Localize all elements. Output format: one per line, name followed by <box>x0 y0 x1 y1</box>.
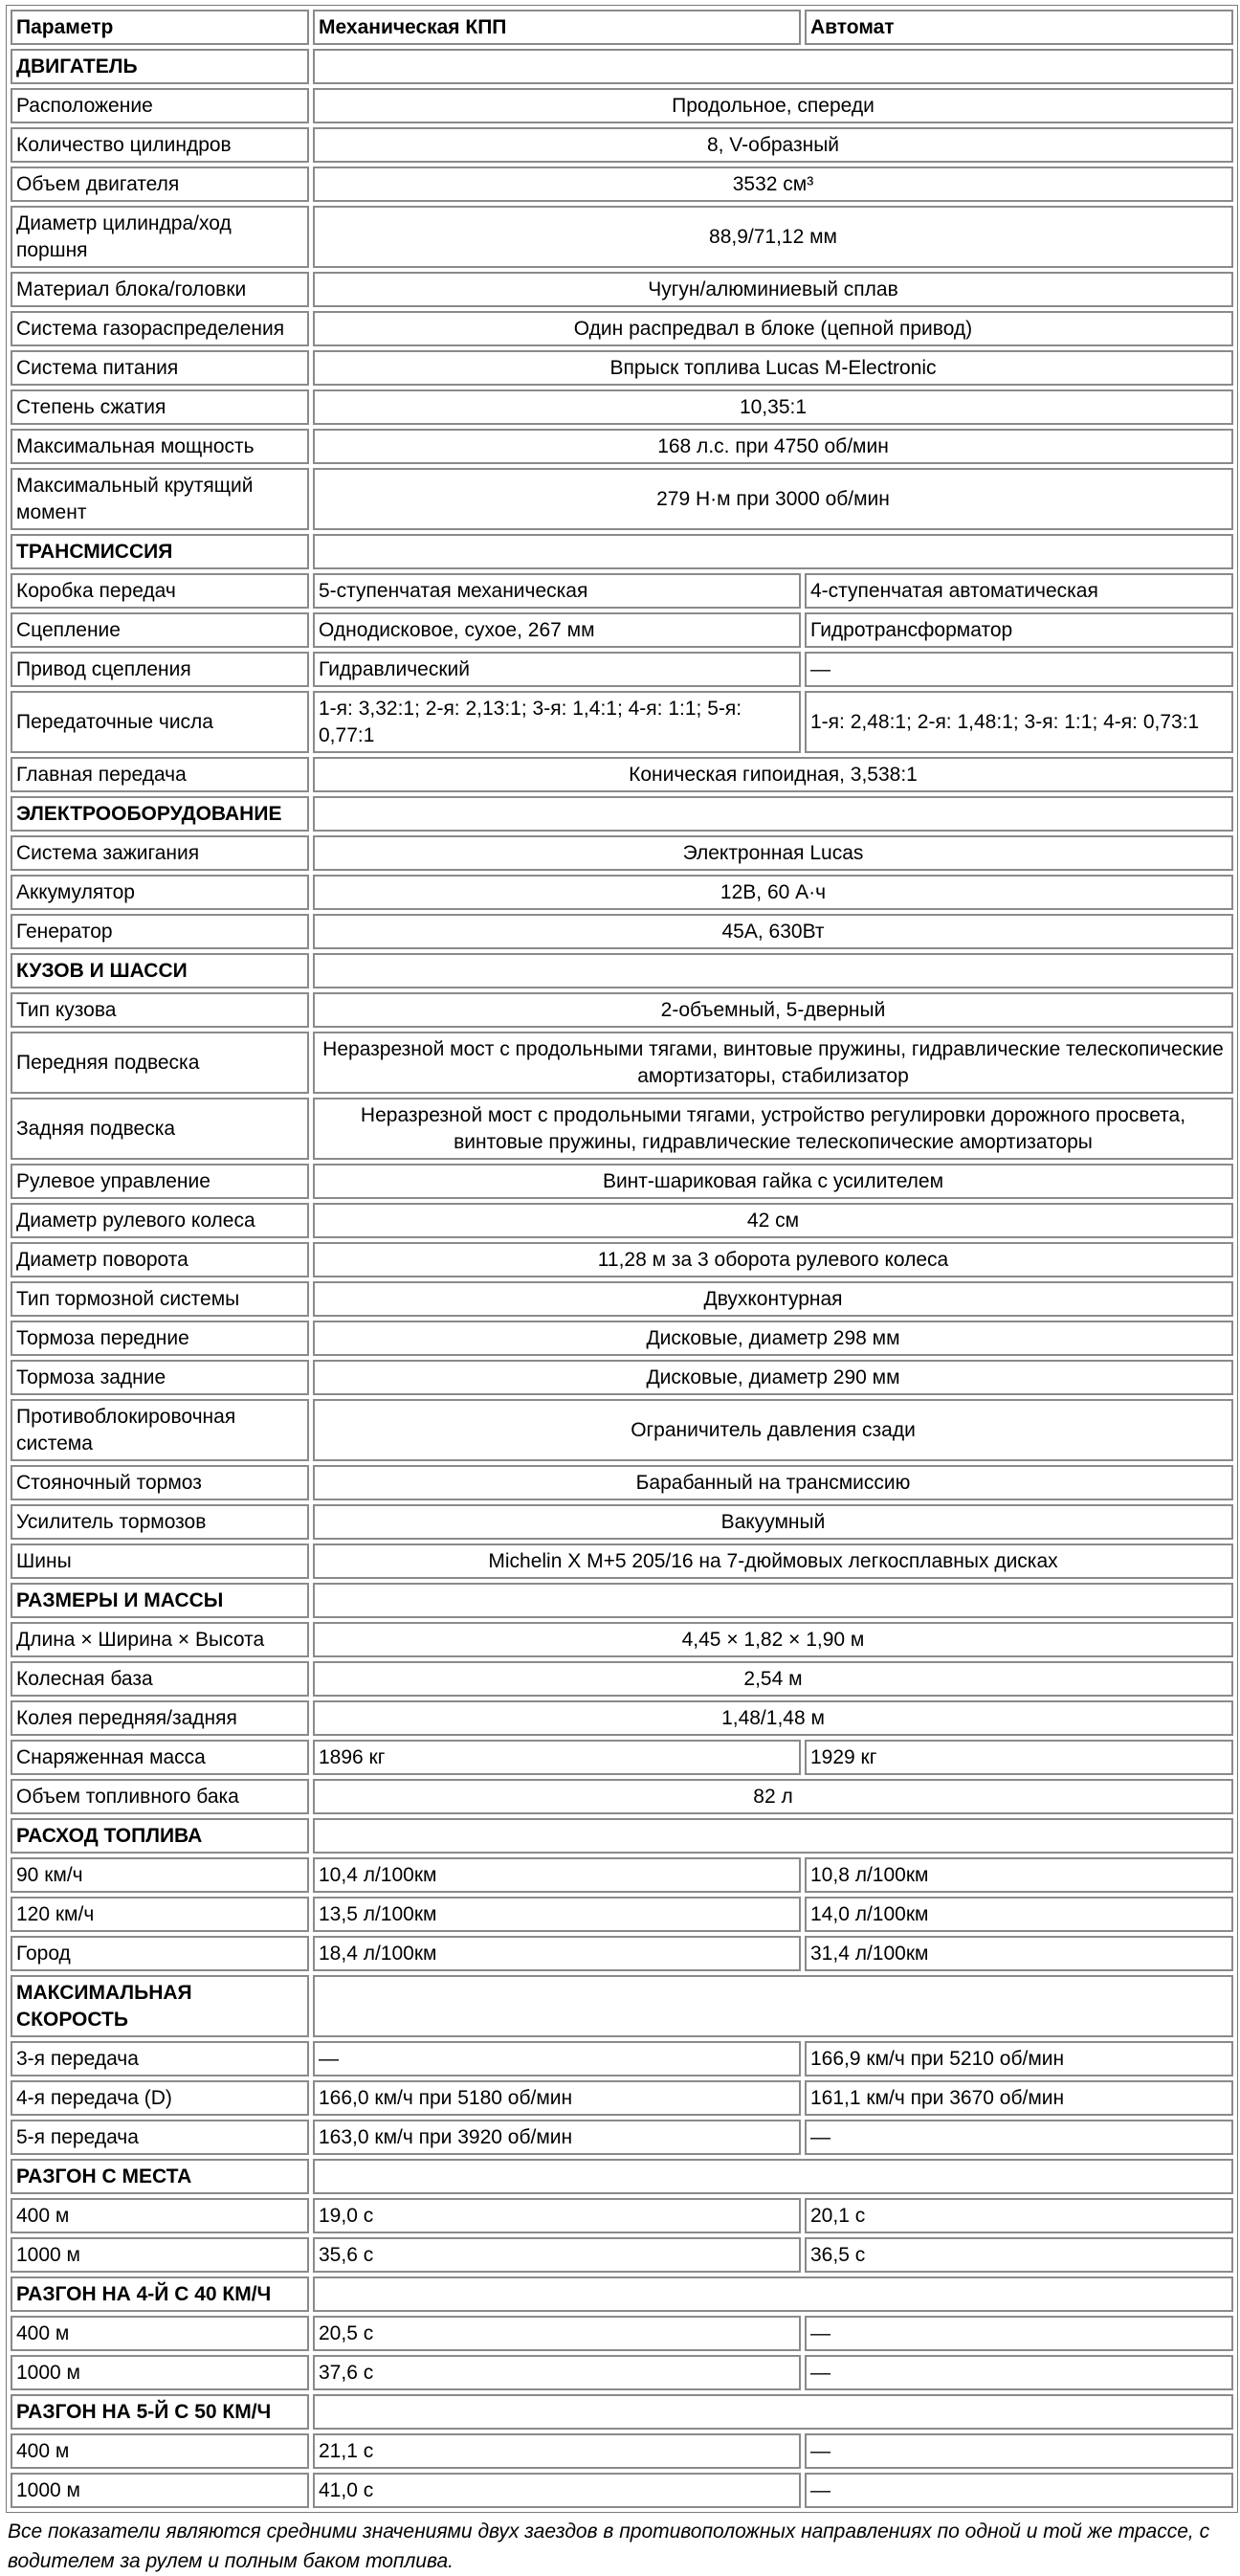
common-value: Чугун/алюминиевый сплав <box>313 272 1233 307</box>
parameter-label: Тормоза передние <box>11 1321 309 1356</box>
automatic-value: 1929 кг <box>805 1740 1233 1775</box>
manual-value: 5-ступенчатая механическая <box>313 573 801 609</box>
automatic-value: — <box>805 2473 1233 2508</box>
parameter-label: 1000 м <box>11 2355 309 2390</box>
table-row <box>11 311 1233 346</box>
common-value: Продольное, спереди <box>313 88 1233 123</box>
parameter-label: Система зажигания <box>11 835 309 871</box>
common-value: 168 л.с. при 4750 об/мин <box>313 429 1233 464</box>
automatic-value: 166,9 км/ч при 5210 об/мин <box>805 2041 1233 2076</box>
manual-value: Однодисковое, сухое, 267 мм <box>313 612 801 648</box>
common-value: Двухконтурная <box>313 1281 1233 1317</box>
table-row <box>11 350 1233 386</box>
manual-value: Гидравлический <box>313 652 801 687</box>
table-row <box>11 1857 1233 1893</box>
table-row <box>11 2473 1233 2508</box>
parameter-label: Генератор <box>11 914 309 949</box>
section-row <box>11 1583 1233 1618</box>
section-empty-cell <box>313 1583 1233 1618</box>
section-empty-cell <box>313 2276 1233 2312</box>
section-row <box>11 2159 1233 2194</box>
table-row <box>11 2237 1233 2273</box>
automatic-value: 161,1 км/ч при 3670 об/мин <box>805 2080 1233 2116</box>
section-empty-cell <box>313 49 1233 84</box>
parameter-label: Колесная база <box>11 1661 309 1697</box>
manual-value: 10,4 л/100км <box>313 1857 801 1893</box>
parameter-label: Тормоза задние <box>11 1360 309 1395</box>
section-heading: РАСХОД ТОПЛИВА <box>11 1818 309 1854</box>
common-value: 12В, 60 А·ч <box>313 875 1233 910</box>
parameter-label: 4-я передача (D) <box>11 2080 309 2116</box>
common-value: Винт-шариковая гайка с усилителем <box>313 1164 1233 1199</box>
manual-value: 166,0 км/ч при 5180 об/мин <box>313 2080 801 2116</box>
parameter-label: Снаряженная масса <box>11 1740 309 1775</box>
header-automatic: Автомат <box>805 10 1233 45</box>
table-row <box>11 1399 1233 1461</box>
table-row <box>11 2041 1233 2076</box>
common-value: Один распредвал в блоке (цепной привод) <box>313 311 1233 346</box>
parameter-label: Главная передача <box>11 757 309 792</box>
parameter-label: 3-я передача <box>11 2041 309 2076</box>
parameter-label: Передаточные числа <box>11 691 309 753</box>
parameter-label: 400 м <box>11 2316 309 2351</box>
parameter-label: Сцепление <box>11 612 309 648</box>
table-row <box>11 468 1233 530</box>
common-value: Впрыск топлива Lucas M-Electronic <box>313 350 1233 386</box>
section-heading: ТРАНСМИССИЯ <box>11 534 309 569</box>
manual-value: — <box>313 2041 801 2076</box>
parameter-label: Степень сжатия <box>11 389 309 425</box>
common-value: Коническая гипоидная, 3,538:1 <box>313 757 1233 792</box>
footnote: Все показатели являются средними значениями двух заездов в противоположных направлениях по одной и той же трассе, с водителем за рулем и полным баком топлива. <box>8 2520 1210 2572</box>
parameter-label: Противоблокировочная система <box>11 1399 309 1461</box>
parameter-label: Система газораспределения <box>11 311 309 346</box>
table-row <box>11 1098 1233 1160</box>
common-value: 2,54 м <box>313 1661 1233 1697</box>
section-empty-cell <box>313 534 1233 569</box>
section-row <box>11 1975 1233 2037</box>
automatic-value: 31,4 л/100км <box>805 1936 1233 1971</box>
table-row <box>11 1661 1233 1697</box>
section-empty-cell <box>313 953 1233 988</box>
parameter-label: Коробка передач <box>11 573 309 609</box>
common-value: 2-объемный, 5-дверный <box>313 992 1233 1028</box>
parameter-label: 90 км/ч <box>11 1857 309 1893</box>
automatic-value: 20,1 с <box>805 2198 1233 2233</box>
manual-value: 21,1 с <box>313 2433 801 2469</box>
table-row <box>11 272 1233 307</box>
table-row <box>11 1543 1233 1579</box>
section-heading: РАЗМЕРЫ И МАССЫ <box>11 1583 309 1618</box>
table-row <box>11 652 1233 687</box>
automatic-value: — <box>805 2120 1233 2155</box>
manual-value: 20,5 с <box>313 2316 801 2351</box>
common-value: 10,35:1 <box>313 389 1233 425</box>
table-row <box>11 1897 1233 1932</box>
table-row <box>11 2198 1233 2233</box>
table-row <box>11 2316 1233 2351</box>
parameter-label: Тип кузова <box>11 992 309 1028</box>
parameter-label: Рулевое управление <box>11 1164 309 1199</box>
automatic-value: Гидротрансформатор <box>805 612 1233 648</box>
table-row <box>11 757 1233 792</box>
manual-value: 37,6 с <box>313 2355 801 2390</box>
common-value: Электронная Lucas <box>313 835 1233 871</box>
automatic-value: 4-ступенчатая автоматическая <box>805 573 1233 609</box>
parameter-label: 1000 м <box>11 2237 309 2273</box>
table-row <box>11 612 1233 648</box>
manual-value: 1896 кг <box>313 1740 801 1775</box>
common-value: 11,28 м за 3 оборота рулевого колеса <box>313 1242 1233 1277</box>
parameter-label: 400 м <box>11 2198 309 2233</box>
section-empty-cell <box>313 2394 1233 2430</box>
table-row <box>11 206 1233 268</box>
common-value: Дисковые, диаметр 298 мм <box>313 1321 1233 1356</box>
parameter-label: Привод сцепления <box>11 652 309 687</box>
table-row <box>11 127 1233 163</box>
common-value: Вакуумный <box>313 1504 1233 1540</box>
table-row <box>11 835 1233 871</box>
parameter-label: Тип тормозной системы <box>11 1281 309 1317</box>
table-row <box>11 573 1233 609</box>
common-value: 82 л <box>313 1779 1233 1814</box>
section-row <box>11 953 1233 988</box>
table-row <box>11 2355 1233 2390</box>
section-empty-cell <box>313 796 1233 832</box>
automatic-value: 14,0 л/100км <box>805 1897 1233 1932</box>
parameter-label: Объем двигателя <box>11 167 309 202</box>
section-heading: ДВИГАТЕЛЬ <box>11 49 309 84</box>
manual-value: 13,5 л/100км <box>313 1897 801 1932</box>
table-row <box>11 2120 1233 2155</box>
manual-value: 19,0 с <box>313 2198 801 2233</box>
table-row <box>11 429 1233 464</box>
table-row <box>11 1622 1233 1657</box>
parameter-label: 120 км/ч <box>11 1897 309 1932</box>
common-value: Дисковые, диаметр 290 мм <box>313 1360 1233 1395</box>
parameter-label: Стояночный тормоз <box>11 1465 309 1500</box>
parameter-label: Задняя подвеска <box>11 1098 309 1160</box>
parameter-label: Колея передняя/задняя <box>11 1700 309 1736</box>
table-row <box>11 992 1233 1028</box>
common-value: Неразрезной мост с продольными тягами, устройство регулировки дорожного просвета, винтовые пружины, гидравлические телескопические амортизаторы <box>313 1098 1233 1160</box>
table-row <box>11 88 1233 123</box>
table-row <box>11 1700 1233 1736</box>
table-row <box>11 1242 1233 1277</box>
common-value: 3532 см³ <box>313 167 1233 202</box>
table-row <box>11 1164 1233 1199</box>
section-row <box>11 2394 1233 2430</box>
section-empty-cell <box>313 2159 1233 2194</box>
section-heading: МАКСИМАЛЬНАЯ СКОРОСТЬ <box>11 1975 309 2037</box>
common-value: Барабанный на трансмиссию <box>313 1465 1233 1500</box>
parameter-label: Диаметр рулевого колеса <box>11 1203 309 1238</box>
common-value: 88,9/71,12 мм <box>313 206 1233 268</box>
common-value: Michelin X M+5 205/16 на 7-дюймовых легкосплавных дисках <box>313 1543 1233 1579</box>
table-row <box>11 1281 1233 1317</box>
parameter-label: Объем топливного бака <box>11 1779 309 1814</box>
table-row <box>11 1740 1233 1775</box>
common-value: Ограничитель давления сзади <box>313 1399 1233 1461</box>
parameter-label: Расположение <box>11 88 309 123</box>
table-row <box>11 389 1233 425</box>
table-row <box>11 1032 1233 1094</box>
table-row <box>11 1360 1233 1395</box>
common-value: 45А, 630Вт <box>313 914 1233 949</box>
parameter-label: Диаметр поворота <box>11 1242 309 1277</box>
parameter-label: 1000 м <box>11 2473 309 2508</box>
header-manual: Механическая КПП <box>313 10 801 45</box>
automatic-value: 36,5 с <box>805 2237 1233 2273</box>
table-row <box>11 2080 1233 2116</box>
parameter-label: Система питания <box>11 350 309 386</box>
section-row <box>11 2276 1233 2312</box>
manual-value: 35,6 с <box>313 2237 801 2273</box>
common-value: 4,45 × 1,82 × 1,90 м <box>313 1622 1233 1657</box>
header-row <box>11 10 1233 45</box>
table-row <box>11 2433 1233 2469</box>
section-empty-cell <box>313 1818 1233 1854</box>
section-row <box>11 49 1233 84</box>
table-row <box>11 875 1233 910</box>
parameter-label: 5-я передача <box>11 2120 309 2155</box>
section-heading: РАЗГОН НА 5-Й С 50 КМ/Ч <box>11 2394 309 2430</box>
section-row <box>11 534 1233 569</box>
section-row <box>11 796 1233 832</box>
parameter-label: Количество цилиндров <box>11 127 309 163</box>
parameter-label: 400 м <box>11 2433 309 2469</box>
parameter-label: Максимальный крутящий момент <box>11 468 309 530</box>
spec-table-header <box>11 10 1233 45</box>
parameter-label: Передняя подвеска <box>11 1032 309 1094</box>
parameter-label: Город <box>11 1936 309 1971</box>
spec-table <box>6 5 1238 2513</box>
parameter-label: Диаметр цилиндра/ход поршня <box>11 206 309 268</box>
section-heading: РАЗГОН НА 4-Й С 40 КМ/Ч <box>11 2276 309 2312</box>
table-row <box>11 1465 1233 1500</box>
section-heading: КУЗОВ И ШАССИ <box>11 953 309 988</box>
table-row <box>11 1203 1233 1238</box>
table-row <box>11 1779 1233 1814</box>
parameter-label: Шины <box>11 1543 309 1579</box>
section-heading: ЭЛЕКТРООБОРУДОВАНИЕ <box>11 796 309 832</box>
table-row <box>11 1936 1233 1971</box>
automatic-value: — <box>805 2433 1233 2469</box>
automatic-value: 10,8 л/100км <box>805 1857 1233 1893</box>
section-heading: РАЗГОН С МЕСТА <box>11 2159 309 2194</box>
automatic-value: — <box>805 2316 1233 2351</box>
manual-value: 163,0 км/ч при 3920 об/мин <box>313 2120 801 2155</box>
manual-value: 18,4 л/100км <box>313 1936 801 1971</box>
common-value: 279 Н·м при 3000 об/мин <box>313 468 1233 530</box>
table-row <box>11 1504 1233 1540</box>
automatic-value: 1-я: 2,48:1; 2-я: 1,48:1; 3-я: 1:1; 4-я: 0,73:1 <box>805 691 1233 753</box>
table-row <box>11 691 1233 753</box>
section-empty-cell <box>313 1975 1233 2037</box>
automatic-value: — <box>805 2355 1233 2390</box>
header-parameter: Параметр <box>11 10 309 45</box>
automatic-value: — <box>805 652 1233 687</box>
spec-table-body <box>11 49 1233 2508</box>
manual-value: 1-я: 3,32:1; 2-я: 2,13:1; 3-я: 1,4:1; 4-я: 1:1; 5-я: 0,77:1 <box>313 691 801 753</box>
common-value: 42 см <box>313 1203 1233 1238</box>
table-row <box>11 167 1233 202</box>
parameter-label: Аккумулятор <box>11 875 309 910</box>
common-value: 8, V-образный <box>313 127 1233 163</box>
manual-value: 41,0 с <box>313 2473 801 2508</box>
table-row <box>11 1321 1233 1356</box>
section-row <box>11 1818 1233 1854</box>
common-value: Неразрезной мост с продольными тягами, винтовые пружины, гидравлические телескопические амортизаторы, стабилизатор <box>313 1032 1233 1094</box>
parameter-label: Материал блока/головки <box>11 272 309 307</box>
parameter-label: Длина × Ширина × Высота <box>11 1622 309 1657</box>
common-value: 1,48/1,48 м <box>313 1700 1233 1736</box>
table-row <box>11 914 1233 949</box>
parameter-label: Усилитель тормозов <box>11 1504 309 1540</box>
parameter-label: Максимальная мощность <box>11 429 309 464</box>
